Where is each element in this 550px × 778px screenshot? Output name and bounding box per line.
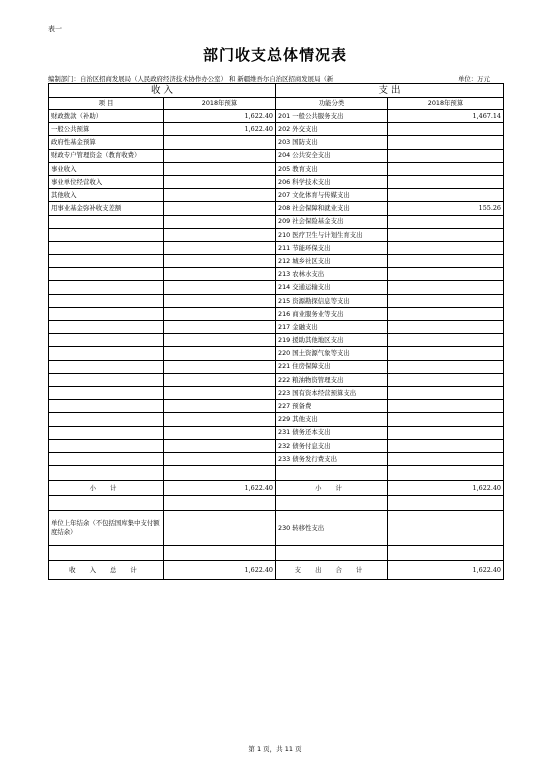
expense-value (388, 439, 504, 452)
expense-item: 203 国防支出 (276, 136, 388, 149)
income-value: 1,622.40 (164, 110, 276, 123)
income-value (164, 175, 276, 188)
expense-item: 232 债务付息支出 (276, 439, 388, 452)
income-item (49, 255, 164, 268)
expense-item: 227 预备费 (276, 400, 388, 413)
income-value (164, 347, 276, 360)
expense-subtotal-label: 小 计 (276, 481, 388, 496)
table-row (49, 373, 504, 386)
income-value (164, 321, 276, 334)
blank-row (49, 496, 504, 511)
income-value (164, 241, 276, 254)
table-row (49, 452, 504, 465)
income-item (49, 413, 164, 426)
table-row (49, 255, 504, 268)
expense-value (388, 373, 504, 386)
income-value (164, 386, 276, 399)
table-row (49, 189, 504, 202)
table-row (49, 386, 504, 399)
item-column-header: 项 目 (49, 98, 164, 110)
income-subtotal-label: 小 计 (49, 481, 164, 496)
expense-value (388, 162, 504, 175)
carryover-row (49, 511, 504, 546)
expense-item: 204 公共安全支出 (276, 149, 388, 162)
expense-total-value: 1,622.40 (388, 561, 504, 580)
income-total-value: 1,622.40 (164, 561, 276, 580)
income-value (164, 162, 276, 175)
expense-item: 212 城乡社区支出 (276, 255, 388, 268)
expense-budget-column-header: 2018年预算 (388, 98, 504, 110)
table-row (49, 294, 504, 307)
table-row (49, 334, 504, 347)
income-item: 财政专户管理资金（教育收费） (49, 149, 164, 162)
expense-value: 1,467.14 (388, 110, 504, 123)
income-value (164, 400, 276, 413)
expense-value (388, 413, 504, 426)
expense-item: 233 债务发行费支出 (276, 452, 388, 465)
table-row (49, 360, 504, 373)
income-item (49, 321, 164, 334)
income-value (164, 373, 276, 386)
expense-value (388, 175, 504, 188)
expense-value (388, 241, 504, 254)
income-item (49, 360, 164, 373)
expense-item: 210 医疗卫生与计划生育支出 (276, 228, 388, 241)
income-item: 事业单位经营收入 (49, 175, 164, 188)
income-item: 事业收入 (49, 162, 164, 175)
expense-value (388, 281, 504, 294)
income-item (49, 400, 164, 413)
expense-value (388, 136, 504, 149)
budget-table (48, 83, 504, 580)
table-row (49, 228, 504, 241)
column-header-row (49, 98, 504, 110)
table-row (49, 400, 504, 413)
expense-value (388, 294, 504, 307)
income-item: 一般公共预算 (49, 123, 164, 136)
table-row (49, 162, 504, 175)
expense-item: 213 农林水支出 (276, 268, 388, 281)
income-item (49, 386, 164, 399)
table-row (49, 149, 504, 162)
expense-item: 219 援助其他地区支出 (276, 334, 388, 347)
expense-value (388, 189, 504, 202)
compiling-department: 编制部门：自治区招商发展局（人民政府经济技术协作办公室） 和 新疆维吾尔自治区招商发展局（新 (48, 75, 334, 83)
expense-value (388, 228, 504, 241)
income-value (164, 268, 276, 281)
page-title: 部门收支总体情况表 (202, 46, 347, 64)
expense-item: 208 社会保障和就业支出 (276, 202, 388, 215)
income-item (49, 228, 164, 241)
income-item (49, 452, 164, 465)
income-item: 其他收入 (49, 189, 164, 202)
grand-total-row (49, 561, 504, 580)
income-item: 用事业基金弥补收支差额 (49, 202, 164, 215)
income-item (49, 426, 164, 439)
table-row (49, 241, 504, 254)
expense-value (388, 334, 504, 347)
income-value (164, 149, 276, 162)
expense-value (388, 360, 504, 373)
table-tag: 表一 (48, 25, 62, 33)
table-row (49, 110, 504, 123)
expense-item: 215 资源勘探信息等支出 (276, 294, 388, 307)
table-row (49, 439, 504, 452)
expense-item: 211 节能环保支出 (276, 241, 388, 254)
table-row (49, 202, 504, 215)
expense-value (388, 268, 504, 281)
table-row (49, 123, 504, 136)
income-value (164, 281, 276, 294)
income-value (164, 413, 276, 426)
income-value (164, 360, 276, 373)
income-item (49, 281, 164, 294)
expense-item: 201 一般公共服务支出 (276, 110, 388, 123)
expense-value: 155.26 (388, 202, 504, 215)
income-budget-column-header: 2018年预算 (164, 98, 276, 110)
expense-subtotal-value: 1,622.40 (388, 481, 504, 496)
page-footer: 第 1 页，共 11 页 (248, 745, 302, 753)
expense-item: 216 商业服务业等支出 (276, 307, 388, 320)
table-row (49, 426, 504, 439)
table-row (49, 136, 504, 149)
expense-header: 支 出 (276, 84, 504, 98)
table-row (49, 175, 504, 188)
income-value (164, 228, 276, 241)
expense-value (388, 307, 504, 320)
unit-label: 单位：万元 (458, 75, 490, 83)
expense-item: 202 外交支出 (276, 123, 388, 136)
table-row (49, 321, 504, 334)
subtotal-row (49, 481, 504, 496)
expense-item: 206 科学技术支出 (276, 175, 388, 188)
expense-value (388, 452, 504, 465)
prior-year-balance-label: 单位上年结余（不包括国库集中支付额度结余） (49, 511, 164, 546)
income-value (164, 255, 276, 268)
income-item (49, 347, 164, 360)
income-value (164, 307, 276, 320)
table-row (49, 347, 504, 360)
expense-total-label: 支 出 合 计 (276, 561, 388, 580)
table-row (49, 413, 504, 426)
expense-item: 207 文化体育与传媒支出 (276, 189, 388, 202)
income-item (49, 334, 164, 347)
income-value (164, 215, 276, 228)
table-row (49, 215, 504, 228)
expense-item: 222 粮油物资管理支出 (276, 373, 388, 386)
income-item: 财政拨款（补助） (49, 110, 164, 123)
income-value (164, 294, 276, 307)
expense-value (388, 321, 504, 334)
income-item (49, 439, 164, 452)
blank-row (49, 466, 504, 481)
expense-value (388, 386, 504, 399)
income-value (164, 136, 276, 149)
income-item (49, 373, 164, 386)
income-value (164, 439, 276, 452)
function-column-header: 功能分类 (276, 98, 388, 110)
expense-value (388, 123, 504, 136)
transfer-expense-label: 230 转移性支出 (276, 511, 388, 546)
expense-value (388, 426, 504, 439)
income-total-label: 收 入 总 计 (49, 561, 164, 580)
income-value (164, 452, 276, 465)
income-item (49, 268, 164, 281)
table-row (49, 268, 504, 281)
income-subtotal-value: 1,622.40 (164, 481, 276, 496)
income-value (164, 189, 276, 202)
income-item (49, 215, 164, 228)
income-value: 1,622.40 (164, 123, 276, 136)
expense-item: 229 其他支出 (276, 413, 388, 426)
income-value (164, 334, 276, 347)
expense-value (388, 400, 504, 413)
expense-item: 209 社会保险基金支出 (276, 215, 388, 228)
income-item: 政府性基金预算 (49, 136, 164, 149)
expense-item: 205 教育支出 (276, 162, 388, 175)
blank-row (49, 546, 504, 561)
table-row (49, 307, 504, 320)
expense-item: 217 金融支出 (276, 321, 388, 334)
expense-value (388, 255, 504, 268)
expense-value (388, 347, 504, 360)
expense-value (388, 215, 504, 228)
income-item (49, 241, 164, 254)
table-row (49, 281, 504, 294)
income-item (49, 307, 164, 320)
expense-item: 221 住房保障支出 (276, 360, 388, 373)
income-value (164, 202, 276, 215)
expense-value (388, 149, 504, 162)
section-header-row (49, 84, 504, 98)
expense-item: 223 国有资本经营预算支出 (276, 386, 388, 399)
income-value (164, 426, 276, 439)
income-item (49, 294, 164, 307)
expense-item: 214 交通运输支出 (276, 281, 388, 294)
expense-item: 231 债务还本支出 (276, 426, 388, 439)
expense-item: 220 国土资源气象等支出 (276, 347, 388, 360)
income-header: 收 入 (49, 84, 276, 98)
